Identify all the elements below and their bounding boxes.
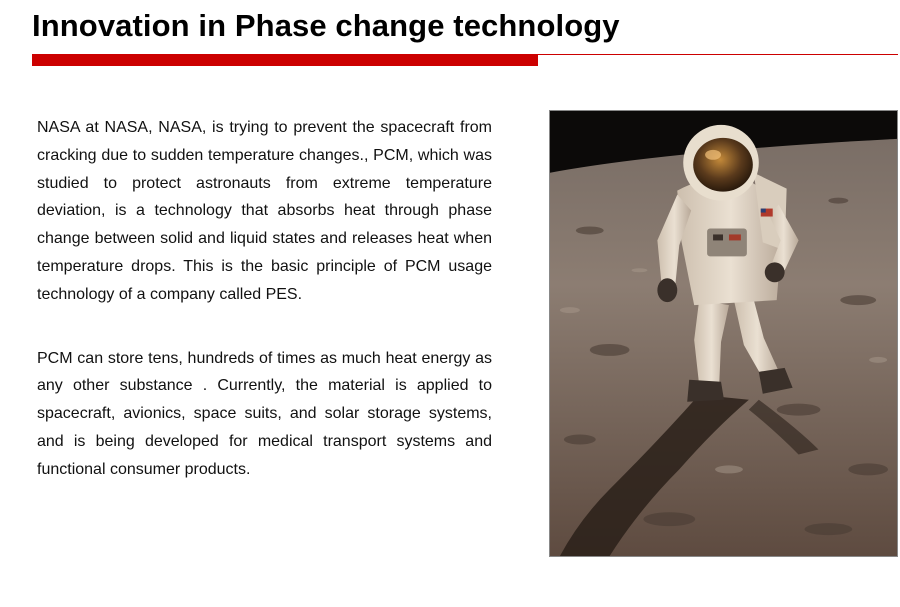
body-text <box>37 114 492 484</box>
title-accent-bar <box>32 55 538 66</box>
astronaut-on-moon-illustration <box>550 111 897 556</box>
astronaut-on-moon-photo <box>549 110 898 557</box>
slide-title: Innovation in Phase change technology <box>32 8 620 43</box>
paragraph-pcm-applications: PCM can store tens, hundreds of times as much heat energy as any other substance . Currently, the material is applied to spacecraft, avionics, space suits, and solar storage systems, and is being developed for medical transport systems and functional consumer products. <box>37 349 492 478</box>
paragraph-nasa-pcm: NASA at NASA, NASA, is trying to prevent the spacecraft from cracking due to sudden temperature changes., PCM, which was studied to protect astronauts from extreme temperature deviation, is a technology that absorbs heat through phase change between solid and liquid states and releases heat when temperature drops. This is the basic principle of PCM usage technology of a company called PES. <box>37 119 492 303</box>
